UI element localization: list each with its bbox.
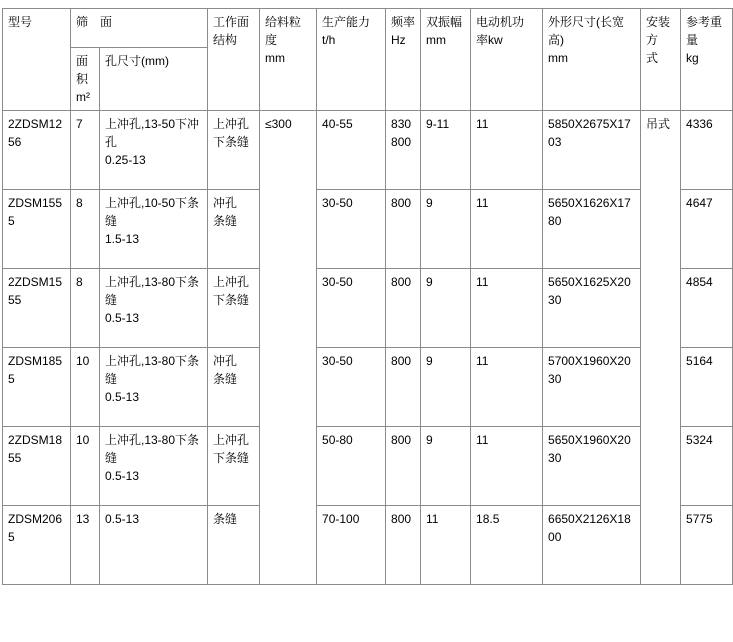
cell-area: 10 xyxy=(71,348,100,427)
cell-power: 11 xyxy=(471,111,543,190)
cell-frequency: 830 800 xyxy=(386,111,421,190)
header-sieve-group: 筛 面 xyxy=(71,9,208,48)
cell-dimensions: 5700X1960X2030 xyxy=(543,348,641,427)
cell-area: 8 xyxy=(71,190,100,269)
header-weight: 参考重量 kg xyxy=(681,9,733,111)
cell-model: ZDSM2065 xyxy=(3,506,71,585)
cell-amplitude: 11 xyxy=(421,506,471,585)
table-row xyxy=(3,506,733,585)
cell-frequency: 800 xyxy=(386,269,421,348)
cell-amplitude: 9 xyxy=(421,269,471,348)
cell-capacity: 30-50 xyxy=(317,190,386,269)
cell-hole-size: 上冲孔,13-80下条缝 0.5-13 xyxy=(100,427,208,506)
header-amplitude: 双振幅 mm xyxy=(421,9,471,111)
header-row-1 xyxy=(3,9,733,48)
table-row xyxy=(3,190,733,269)
cell-hole-size: 上冲孔,13-50下冲孔 0.25-13 xyxy=(100,111,208,190)
cell-weight: 4336 xyxy=(681,111,733,190)
cell-weight: 5324 xyxy=(681,427,733,506)
cell-amplitude: 9-11 xyxy=(421,111,471,190)
cell-model: 2ZDSM1855 xyxy=(3,427,71,506)
cell-power: 11 xyxy=(471,190,543,269)
cell-capacity: 30-50 xyxy=(317,348,386,427)
cell-structure: 冲孔 条缝 xyxy=(208,190,260,269)
cell-structure: 上冲孔 下条缝 xyxy=(208,427,260,506)
header-frequency: 频率 Hz xyxy=(386,9,421,111)
table-row xyxy=(3,111,733,190)
cell-capacity: 50-80 xyxy=(317,427,386,506)
cell-power: 11 xyxy=(471,348,543,427)
header-feed-size: 给料粒度 mm xyxy=(260,9,317,111)
header-sieve-area: 面积 m² xyxy=(71,48,100,111)
cell-structure: 上冲孔 下条缝 xyxy=(208,269,260,348)
cell-weight: 5164 xyxy=(681,348,733,427)
cell-frequency: 800 xyxy=(386,427,421,506)
table-row xyxy=(3,269,733,348)
cell-capacity: 30-50 xyxy=(317,269,386,348)
cell-feed-size-merged: ≤300 xyxy=(260,111,317,585)
table-row xyxy=(3,348,733,427)
cell-dimensions: 5650X1625X2030 xyxy=(543,269,641,348)
cell-amplitude: 9 xyxy=(421,427,471,506)
cell-capacity: 40-55 xyxy=(317,111,386,190)
cell-frequency: 800 xyxy=(386,506,421,585)
cell-weight: 4647 xyxy=(681,190,733,269)
cell-structure: 条缝 xyxy=(208,506,260,585)
cell-power: 11 xyxy=(471,269,543,348)
cell-weight: 4854 xyxy=(681,269,733,348)
cell-frequency: 800 xyxy=(386,348,421,427)
specification-table xyxy=(2,8,733,585)
cell-area: 13 xyxy=(71,506,100,585)
cell-model: ZDSM1555 xyxy=(3,190,71,269)
cell-amplitude: 9 xyxy=(421,348,471,427)
cell-area: 8 xyxy=(71,269,100,348)
cell-hole-size: 上冲孔,13-80下条缝 0.5-13 xyxy=(100,348,208,427)
header-motor-power: 电动机功 率kw xyxy=(471,9,543,111)
cell-dimensions: 5850X2675X1703 xyxy=(543,111,641,190)
table-row xyxy=(3,427,733,506)
cell-hole-size: 0.5-13 xyxy=(100,506,208,585)
cell-installation-merged: 吊式 xyxy=(641,111,681,585)
cell-dimensions: 5650X1626X1780 xyxy=(543,190,641,269)
cell-model: ZDSM1855 xyxy=(3,348,71,427)
header-capacity: 生产能力 t/h xyxy=(317,9,386,111)
cell-weight: 5775 xyxy=(681,506,733,585)
cell-structure: 上冲孔 下条缝 xyxy=(208,111,260,190)
header-work-structure: 工作面 结构 xyxy=(208,9,260,111)
header-hole-size: 孔尺寸(mm) xyxy=(100,48,208,111)
header-model: 型号 xyxy=(3,9,71,111)
cell-power: 11 xyxy=(471,427,543,506)
cell-power: 18.5 xyxy=(471,506,543,585)
cell-hole-size: 上冲孔,13-80下条缝 0.5-13 xyxy=(100,269,208,348)
cell-area: 10 xyxy=(71,427,100,506)
cell-capacity: 70-100 xyxy=(317,506,386,585)
cell-dimensions: 5650X1960X2030 xyxy=(543,427,641,506)
cell-model: 2ZDSM1555 xyxy=(3,269,71,348)
cell-area: 7 xyxy=(71,111,100,190)
header-installation: 安装方 式 xyxy=(641,9,681,111)
header-dimensions: 外形尺寸(长宽高) mm xyxy=(543,9,641,111)
cell-dimensions: 6650X2126X1800 xyxy=(543,506,641,585)
cell-structure: 冲孔 条缝 xyxy=(208,348,260,427)
cell-model: 2ZDSM1256 xyxy=(3,111,71,190)
cell-amplitude: 9 xyxy=(421,190,471,269)
cell-hole-size: 上冲孔,10-50下条缝 1.5-13 xyxy=(100,190,208,269)
cell-frequency: 800 xyxy=(386,190,421,269)
